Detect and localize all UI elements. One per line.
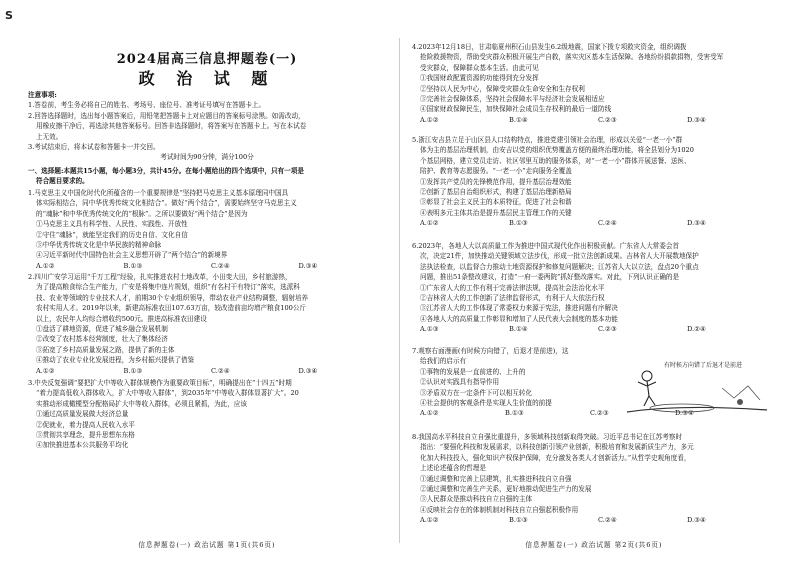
- note-line: 上无效。: [36, 132, 63, 141]
- note-line: 2.回答选择题时，选出每小题答案后，用铅笔把答题卡上对应题目的答案标号涂黑。如需改动，: [28, 111, 305, 120]
- statement: ①马克思主义具有科学性、人民性、实践性、开放性: [36, 220, 188, 229]
- statement: ①发挥共产党员的先锋模范作用，提升基层治理效能: [420, 177, 572, 186]
- figure-head: [642, 371, 652, 381]
- page-left: [28, 0, 386, 561]
- question-line: 化加大科技投入，强化知识产权保护保障，充分激发各类人才创新活力。”从哲学史观角度看，: [420, 453, 691, 462]
- page-footer: 信息押题卷(一) 政治试题 第2页(共6页): [525, 541, 663, 549]
- note-line: 用橡皮擦干净后，再选涂其他答案标号。回答非选择题时，将答案写在答题卡上。写在本试卷: [36, 122, 307, 131]
- statement: ④反映社会存在的体制机制对科技自立自强起积极作用: [420, 505, 579, 514]
- statement: ④国家财政保障民生，加快保障社会成员生存权利的最后一道防线: [420, 105, 612, 114]
- question-line: 问题，推出51条整改建议，打造“一府一委两院”抓好整改落实。对此，下列认识正确的是: [420, 273, 680, 282]
- options-row: [412, 324, 776, 334]
- option-b: B.①③: [123, 261, 143, 270]
- option-a: A.①②: [420, 516, 439, 525]
- statement: ③江苏省人大的工作体现了常委权力来源于宪法，推进问题有序解决: [420, 304, 618, 313]
- statement: ②吉林省人大的工作创新了法律监督形式，有利于人大依法行权: [420, 294, 605, 303]
- statement: ②改变了农村基本经营制度，壮大了集体经济: [36, 335, 168, 344]
- branch-shape: [722, 386, 760, 400]
- question-line: 农村实用人才。2019年以来，新建高标准农田107.63万亩，较改造前亩均增产粮食100公斤: [36, 304, 307, 313]
- option-c: C.②③: [598, 325, 617, 334]
- question-line: 陪护、教育等志愿服务。“一老一小”走向服务全覆盖: [420, 167, 572, 176]
- option-c: C.②④: [211, 366, 230, 375]
- statement: ②促就业，着力提高人民收入水平: [36, 420, 135, 429]
- question-line: 受灾群众，保障群众基本生活。由此可见: [420, 63, 539, 72]
- statement: ③人民群众是推动科技自立自强的主体: [420, 495, 533, 504]
- stone-shape: [737, 399, 743, 405]
- statement: ①盘活了耕地资源，促进了城乡融合发展机制: [36, 325, 168, 334]
- question-line: 为了提高粮食综合生产能力，广安是将集中连片规划，组织“有名村干有特订”落实，选派科: [36, 283, 300, 292]
- note-line: 1.答卷前，考生务必将自己的姓名、考场号、座位号、准考证号填写在答题卡上。: [28, 101, 266, 110]
- question-line: 7.观察右面漫画(有时候方向错了，后退才是前进)，这: [412, 347, 569, 355]
- option-b: B.①③: [509, 516, 528, 525]
- question-line: 个基层网格，建立党员走访、社区邻里互助的服务体系，对“一老一小”群体开展送餐、送医、: [420, 156, 691, 165]
- statement: ②守住“魂脉”，就能坚定我们的历史自信、文化自信: [36, 230, 188, 239]
- question-line: 体为主的基层治理机制，由安吉以党的组织优势覆盖方便的最终治理功能，将全县划分为1020: [420, 146, 694, 155]
- question-7: [412, 346, 694, 419]
- notes-heading: 注意事项:: [28, 91, 57, 99]
- page-divider: [399, 38, 400, 543]
- cartoon-caption: 有时候方向错了后退才是前进: [664, 362, 743, 369]
- question-5: [412, 135, 776, 229]
- publisher-logo: S: [5, 9, 13, 22]
- question-line: 指出：“要强化科技和发展需求，以科技创新引领产业创新，积极培育和发展新质生产力，多元: [420, 443, 694, 452]
- statement: ①广东省人大的工作有利于完善法律法规，提高社会法治化水平: [420, 283, 605, 292]
- statement: ①通过调整和完善上层建筑，扎实推进科技自立自强: [420, 474, 572, 483]
- question-line: 6.2023年，各地人大以高质量工作为推进中国式现代化作出积极贡献。广东省人大常委会首: [412, 242, 680, 250]
- option-b: B.①④: [509, 115, 528, 124]
- option-b: B.①③: [123, 366, 143, 375]
- option-a: A.①②: [420, 219, 439, 228]
- subject-title: 政 治 试 题: [138, 69, 276, 88]
- question-4: [412, 42, 776, 125]
- statement: ③中华优秀传统文化是中华民族的精神命脉: [36, 241, 162, 250]
- question-line: 以上，农民年人均综合增收约500元。推进高标准农田建设: [36, 314, 207, 323]
- options-row: [28, 261, 386, 271]
- options-row: [412, 218, 776, 228]
- question-line: 给我们的启示有: [420, 357, 467, 366]
- statement: ③矛盾双方在一定条件下可以相互转化: [420, 388, 533, 397]
- question-line: 3.中央反复强调“要把扩大中等收入群体规模作为重要政策目标”，明确提出在“十四五”时期: [28, 379, 292, 387]
- question-line: 次，决定21件，加快推动关键领域立法步伐，形成一批立法创新成果。吉林省人大开展数地保护: [420, 252, 699, 261]
- option-d: D.③④: [675, 409, 694, 418]
- question-line: 1.马克思主义中国化时代化所蕴含的一个重要规律是“坚持把马克思主义基本原理同中国具: [28, 189, 289, 197]
- statement: ③完善社会保障体系，坚持社会保障水平与经济社会发展相适应: [420, 95, 605, 104]
- question-line: 8.我国高水平科技自立自强比重提升，多领域科技创新取得突破。习近平总书记在江苏考察时: [412, 433, 683, 441]
- statement: ③彰显了社会主义民主的本质特征，促进了社会和谐: [420, 198, 572, 207]
- option-c: C.②③: [598, 115, 617, 124]
- option-c: C.②④: [598, 516, 617, 525]
- question-1: [28, 188, 386, 271]
- note-line: 3.考试结束后，将本试卷和答题卡一并交回。: [28, 143, 160, 152]
- statement: ②认识对实践具有指导作用: [420, 378, 500, 387]
- question-line: 技、农业等领域的专业技术人才，前期30个专业组织领导，带动农业产业结构调整，辐射培养: [36, 293, 309, 302]
- option-a: A.①②: [420, 115, 439, 124]
- question-line: “着力提高低收入群体收入，扩大中等收入群体”，到2035年“中等收入群体显著扩大”。20: [36, 389, 299, 398]
- question-line: 体实际相结合，同中华优秀传统文化相结合”。做好“两个结合”，需要始终坚守马克思主义: [36, 199, 297, 208]
- options-row: [412, 115, 776, 125]
- option-b: B.①③: [509, 219, 528, 228]
- option-b: B.①④: [509, 325, 528, 334]
- question-line: 抢险救援物资，帮助受灾群众积极开展生产自救，落实灾区基本生活保障。各地纷纷捐款捐物，受害受军: [420, 53, 724, 62]
- statement: ①通过高质量发展做大经济总量: [36, 410, 129, 419]
- option-d: D.③④: [687, 219, 706, 228]
- figure-body: [638, 381, 656, 406]
- section-heading: 一、选择题:本题共15小题，每小题3分，共计45分。在每小题给出的四个选项中，只有一项是 符合题目要求的。: [28, 167, 304, 186]
- option-d: D.③④: [687, 516, 706, 525]
- question-line: 的“魂脉”和中华优秀传统文化的“根脉”。之所以要做好“两个结合”是因为: [36, 209, 248, 218]
- option-d: D.③④: [298, 261, 318, 270]
- option-c: C.②③: [590, 409, 609, 418]
- cartoon-drawing: [622, 358, 772, 426]
- question-line: 实推动形成橄榄型分配格局扩大中等收入群体，必须且紧抓，为此，应该: [36, 399, 247, 408]
- statement: ①我国财政配置资源的功能得到充分发挥: [420, 74, 539, 83]
- question-line: 法执法检查，以监督合力推动土地资源保护和修复问题解决；江苏省人大以立法，盘点20个重点: [420, 262, 699, 271]
- option-a: A.①③: [420, 325, 439, 334]
- option-a: A.①②: [36, 366, 55, 375]
- statement: ②坚持以人民为中心，保障受灾群众生命安全和生存权利: [420, 84, 585, 93]
- page-footer: 信息押题卷(一) 政治试题 第1页(共6页): [138, 541, 276, 549]
- statement: ④推动了农业专业化发展进程，为乡村振兴提供了借鉴: [36, 356, 195, 365]
- question-line: 2.四川广安学习运用“千万工程”经验，扎实推进农村土地改革，小田变大田，乡村旅游热，: [28, 273, 292, 281]
- option-b: B.①③: [505, 409, 524, 418]
- statement: ④习近平新时代中国特色社会主义思想开辟了“两个结合”的新境界: [36, 251, 228, 260]
- option-d: D.③④: [298, 366, 318, 375]
- option-d: D.②④: [687, 325, 706, 334]
- question-2: [28, 272, 386, 376]
- option-a: A.①②: [420, 409, 439, 418]
- question-line: 上述论述蕴含的哲理是: [420, 464, 486, 473]
- question-8: [412, 432, 776, 526]
- statement: ②创新了基层自治组织形式，构建了基层治理新格局: [420, 188, 572, 197]
- statement: ④社会提供的客观条件是实现人生价值的前提: [420, 399, 552, 408]
- exam-time: 考试时间为90分钟，满分100分: [160, 153, 254, 162]
- option-c: C.②④: [211, 261, 230, 270]
- option-d: D.③④: [687, 115, 706, 124]
- statement: ④加快推进基本公共服务平均化: [36, 441, 129, 450]
- statement: ①事物的发展是一直前进的、上升的: [420, 367, 526, 376]
- option-a: A.①②: [36, 261, 55, 270]
- options-row: [28, 366, 386, 376]
- options-row: [412, 515, 776, 525]
- statement: ②通过调整和完善生产关系，更好地推动促进生产力的发展: [420, 485, 592, 494]
- page-right: [412, 0, 776, 561]
- question-3: [28, 378, 386, 451]
- cartoon-illustration: [622, 358, 772, 426]
- statement: ③贯彻共享理念，提升思想东东格: [36, 431, 135, 440]
- question-line: 5.浙江安吉县立足于山区县人口结构特点，推进党建引领社会治理，形成以关爱“一老一小”群: [412, 136, 683, 144]
- option-c: C.②④: [598, 219, 617, 228]
- question-6: [412, 241, 776, 335]
- statement: ④各地人大的高质量工作彰显和增加了人民代表大会制度的基本功能: [420, 314, 618, 323]
- statement: ③拓宽了乡村高质量发展之路，提供了新的主体: [36, 345, 175, 354]
- statement: ④表明多元主体共治是提升基层民主管理工作的关键: [420, 208, 572, 217]
- notes-block: [28, 90, 386, 163]
- question-line: 4.2023年12月18日，甘肃临夏州积石山县发生6.2级地震，国家下拨专项救灾资金，组织调拨: [412, 43, 687, 51]
- exam-title: 2024届高三信息押题卷(一): [116, 52, 298, 67]
